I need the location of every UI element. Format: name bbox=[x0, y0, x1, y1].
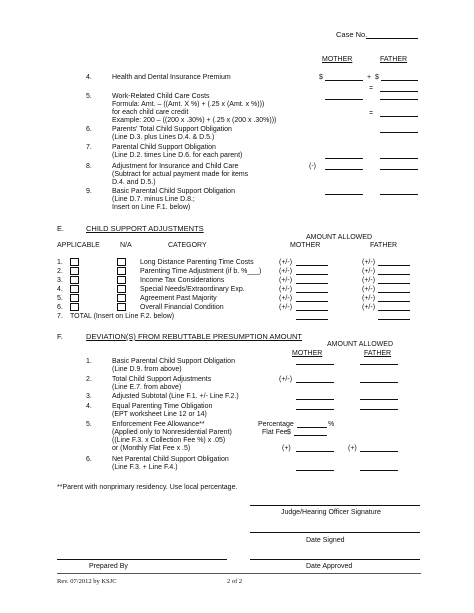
dollar-sign: $ bbox=[319, 74, 323, 81]
item-label: Formula: Amt. – ((Amt. X %) + (.25 x (Amt. x %))) bbox=[112, 101, 265, 108]
applicable-checkbox[interactable] bbox=[70, 303, 79, 311]
percentage-field[interactable] bbox=[297, 427, 327, 428]
na-checkbox[interactable] bbox=[117, 294, 126, 302]
item-label: (Line D.2. times Line D.6. for each parent) bbox=[112, 152, 243, 159]
total-d6-field[interactable] bbox=[380, 132, 418, 133]
amount-allowed-header: AMOUNT ALLOWED bbox=[306, 234, 372, 241]
father-d8-field[interactable] bbox=[380, 169, 418, 170]
section-e-letter: E. bbox=[57, 224, 65, 233]
minus-sign: (-) bbox=[309, 163, 316, 170]
father-e1-field[interactable] bbox=[378, 265, 410, 266]
item-number: 9. bbox=[86, 188, 92, 195]
equals-sign: = bbox=[369, 85, 374, 92]
percent-sign: % bbox=[328, 421, 335, 428]
row-number: 6. bbox=[57, 304, 63, 311]
father-d4-field[interactable] bbox=[381, 80, 418, 81]
item-label: (Line D.7. minus Line D.8.; bbox=[112, 196, 195, 203]
na-checkbox[interactable] bbox=[117, 258, 126, 266]
item-label: D.4. and D.5.) bbox=[112, 179, 156, 186]
sign-label: (+/-) bbox=[362, 277, 376, 284]
na-checkbox[interactable] bbox=[117, 276, 126, 284]
father-f1-field[interactable] bbox=[360, 364, 398, 365]
footer-divider bbox=[57, 573, 421, 574]
sign-label: (+/-) bbox=[362, 304, 376, 311]
plus-sign: + bbox=[367, 74, 372, 81]
father-e2-field[interactable] bbox=[378, 274, 410, 275]
row-number: 7. bbox=[57, 313, 63, 320]
category-label: Agreement Past Majority bbox=[140, 295, 217, 302]
item-number: 4. bbox=[86, 74, 92, 81]
sign-label: (+) bbox=[348, 445, 357, 452]
sign-label: (+/-) bbox=[279, 277, 293, 284]
item-number: 6. bbox=[86, 126, 92, 133]
mother-e4-field[interactable] bbox=[296, 292, 328, 293]
item-number: 5. bbox=[86, 421, 92, 428]
item-number: 7. bbox=[86, 144, 92, 151]
sign-label: (+/-) bbox=[279, 259, 293, 266]
father-e7-field[interactable] bbox=[378, 319, 410, 320]
prepared-by-label: Prepared By bbox=[89, 563, 128, 570]
footnote: **Parent with nonprimary residency. Use local percentage. bbox=[57, 484, 238, 491]
dollar-sign: $ bbox=[375, 74, 379, 81]
item-number: 4. bbox=[86, 403, 92, 410]
item-number: 3. bbox=[86, 393, 92, 400]
total-label: TOTAL (Insert on Line F.2. below) bbox=[70, 313, 175, 320]
mother-f3-field[interactable] bbox=[296, 399, 334, 400]
mother-e6-field[interactable] bbox=[296, 310, 328, 311]
section-f-letter: F. bbox=[57, 332, 63, 341]
mother-f5-field[interactable] bbox=[296, 451, 334, 452]
item-number: 6. bbox=[86, 456, 92, 463]
father-column-header: FATHER bbox=[380, 56, 408, 63]
sign-label: (+/-) bbox=[362, 295, 376, 302]
item-label: Enforcement Fee Allowance** bbox=[112, 421, 205, 428]
sign-label: (+/-) bbox=[362, 259, 376, 266]
item-label: Insert on Line F.1. below) bbox=[112, 204, 191, 211]
item-label: for each child care credit bbox=[112, 109, 189, 116]
page-number: 2 of 2 bbox=[227, 578, 243, 585]
father-f3-field[interactable] bbox=[360, 399, 398, 400]
revision-label: Rev. 07/2012 by KSJC bbox=[57, 578, 117, 585]
category-label: Overall Financial Condition bbox=[140, 304, 224, 311]
item-label: Net Parental Child Support Obligation bbox=[112, 456, 229, 463]
row-number: 1. bbox=[57, 259, 63, 266]
father-column-header: FATHER bbox=[364, 350, 392, 357]
father-f2-field[interactable] bbox=[360, 382, 398, 383]
item-label: (EPT worksheet Line 12 or 14) bbox=[112, 411, 207, 418]
father-d7-field[interactable] bbox=[380, 158, 418, 159]
mother-column-header: MOTHER bbox=[290, 242, 321, 249]
father-e4-field[interactable] bbox=[378, 292, 410, 293]
row-number: 2. bbox=[57, 268, 63, 275]
mother-e3-field[interactable] bbox=[296, 283, 328, 284]
father-d9-field[interactable] bbox=[380, 194, 418, 195]
item-label: (Applied only to Nonresidential Parent) bbox=[112, 429, 232, 436]
date-signed-label: Date Signed bbox=[306, 537, 345, 544]
judge-signature-label: Judge/Hearing Officer Signature bbox=[281, 509, 381, 516]
applicable-checkbox[interactable] bbox=[70, 285, 79, 293]
item-label: (Subtract for actual payment made for items bbox=[112, 171, 249, 178]
row-number: 3. bbox=[57, 277, 63, 284]
item-label: Adjustment for Insurance and Child Care bbox=[112, 163, 239, 170]
date-approved-label: Date Approved bbox=[306, 563, 353, 570]
item-label: Basic Parental Child Support Obligation bbox=[112, 188, 235, 195]
equals-sign: = bbox=[369, 110, 374, 117]
date-approved-field[interactable] bbox=[250, 559, 420, 560]
sign-label: (+/-) bbox=[362, 286, 376, 293]
item-number: 1. bbox=[86, 358, 92, 365]
case-no-label: Case No. bbox=[336, 30, 368, 39]
mother-d5-field[interactable] bbox=[325, 99, 363, 100]
item-label: (Line F.3. + Line F.4.) bbox=[112, 464, 178, 471]
row-number: 4. bbox=[57, 286, 63, 293]
mother-d9-field[interactable] bbox=[325, 194, 363, 195]
item-label: ((Line F.3. x Collection Fee %) x .05) bbox=[112, 437, 226, 444]
sign-label: (+/-) bbox=[362, 268, 376, 275]
category-label: Parenting Time Adjustment (if b. %___) bbox=[140, 268, 262, 275]
total-d5-field[interactable] bbox=[380, 116, 418, 117]
amount-allowed-header: AMOUNT ALLOWED bbox=[327, 341, 393, 348]
total-d4-field[interactable] bbox=[380, 91, 418, 92]
item-label: Parents' Total Child Support Obligation bbox=[112, 126, 232, 133]
sign-label: (+/-) bbox=[279, 268, 293, 275]
item-label: Equal Parenting Time Obligation bbox=[112, 403, 213, 410]
item-label: Basic Parental Child Support Obligation bbox=[112, 358, 235, 365]
case-no-field[interactable] bbox=[366, 38, 418, 39]
father-column-header: FATHER bbox=[370, 242, 398, 249]
flat-fee-label: Flat Fee bbox=[262, 429, 288, 436]
mother-column-header: MOTHER bbox=[322, 56, 353, 63]
applicable-column-header: APPLICABLE bbox=[57, 242, 100, 249]
item-label: Example: 200 – ((200 x .30%) + (.25 x (200 x .30%))) bbox=[112, 117, 277, 124]
mother-e5-field[interactable] bbox=[296, 301, 328, 302]
applicable-checkbox[interactable] bbox=[70, 258, 79, 266]
item-number: 2. bbox=[86, 376, 92, 383]
mother-d8-field[interactable] bbox=[325, 169, 363, 170]
na-checkbox[interactable] bbox=[117, 285, 126, 293]
sign-label: (+/-) bbox=[279, 295, 293, 302]
row-number: 5. bbox=[57, 295, 63, 302]
mother-f1-field[interactable] bbox=[296, 364, 334, 365]
item-label: Parental Child Support Obligation bbox=[112, 144, 216, 151]
item-label: or (Monthly Flat Fee x .5) bbox=[112, 445, 191, 452]
mother-d7-field[interactable] bbox=[325, 158, 363, 159]
na-checkbox[interactable] bbox=[117, 303, 126, 311]
sign-label: (+/-) bbox=[279, 304, 293, 311]
mother-f2-field[interactable] bbox=[296, 382, 334, 383]
mother-f4-field[interactable] bbox=[296, 409, 334, 410]
item-label: Health and Dental Insurance Premium bbox=[112, 74, 231, 81]
dollar-sign: $ bbox=[287, 429, 291, 436]
item-label: Total Child Support Adjustments bbox=[112, 376, 212, 383]
mother-d4-field[interactable] bbox=[325, 80, 363, 81]
father-e3-field[interactable] bbox=[378, 283, 410, 284]
judge-signature-field[interactable] bbox=[250, 505, 420, 506]
mother-f6-field[interactable] bbox=[296, 470, 334, 471]
item-label: Work-Related Child Care Costs bbox=[112, 93, 210, 100]
father-e6-field[interactable] bbox=[378, 310, 410, 311]
category-label: Income Tax Considerations bbox=[140, 277, 225, 284]
father-f4-field[interactable] bbox=[360, 409, 398, 410]
father-d5-field[interactable] bbox=[380, 99, 418, 100]
item-label: (Line D.9. from above) bbox=[112, 366, 182, 373]
mother-e2-field[interactable] bbox=[296, 274, 328, 275]
mother-column-header: MOTHER bbox=[292, 350, 323, 357]
item-number: 5. bbox=[86, 93, 92, 100]
category-label: Special Needs/Extraordinary Exp. bbox=[140, 286, 245, 293]
sign-label: (+/-) bbox=[279, 376, 293, 383]
percentage-label: Percentage bbox=[258, 421, 294, 428]
mother-e7-field[interactable] bbox=[296, 319, 328, 320]
item-number: 8. bbox=[86, 163, 92, 170]
applicable-checkbox[interactable] bbox=[70, 294, 79, 302]
applicable-checkbox[interactable] bbox=[70, 276, 79, 284]
item-label: (Line D.3. plus Lines D.4. & D.5.) bbox=[112, 134, 215, 141]
item-label: Adjusted Subtotal (Line F.1. +/- Line F.2.) bbox=[112, 393, 239, 400]
section-f-title: DEVIATION(S) FROM REBUTTABLE PRESUMPTION AMOUNT bbox=[86, 332, 302, 341]
sign-label: (+/-) bbox=[279, 286, 293, 293]
sign-label: (+) bbox=[282, 445, 291, 452]
item-label: (Line E.7. from above) bbox=[112, 384, 182, 391]
applicable-checkbox[interactable] bbox=[70, 267, 79, 275]
date-signed-field[interactable] bbox=[250, 532, 420, 533]
category-label: Long Distance Parenting Time Costs bbox=[140, 259, 254, 266]
mother-e1-field[interactable] bbox=[296, 265, 328, 266]
na-column-header: N/A bbox=[120, 242, 132, 249]
na-checkbox[interactable] bbox=[117, 267, 126, 275]
father-f6-field[interactable] bbox=[360, 470, 398, 471]
father-e5-field[interactable] bbox=[378, 301, 410, 302]
section-e-title: CHILD SUPPORT ADJUSTMENTS bbox=[86, 224, 204, 233]
category-column-header: CATEGORY bbox=[168, 242, 207, 249]
flat-fee-field[interactable] bbox=[294, 435, 327, 436]
father-f5-field[interactable] bbox=[360, 451, 398, 452]
prepared-by-field[interactable] bbox=[57, 559, 227, 560]
